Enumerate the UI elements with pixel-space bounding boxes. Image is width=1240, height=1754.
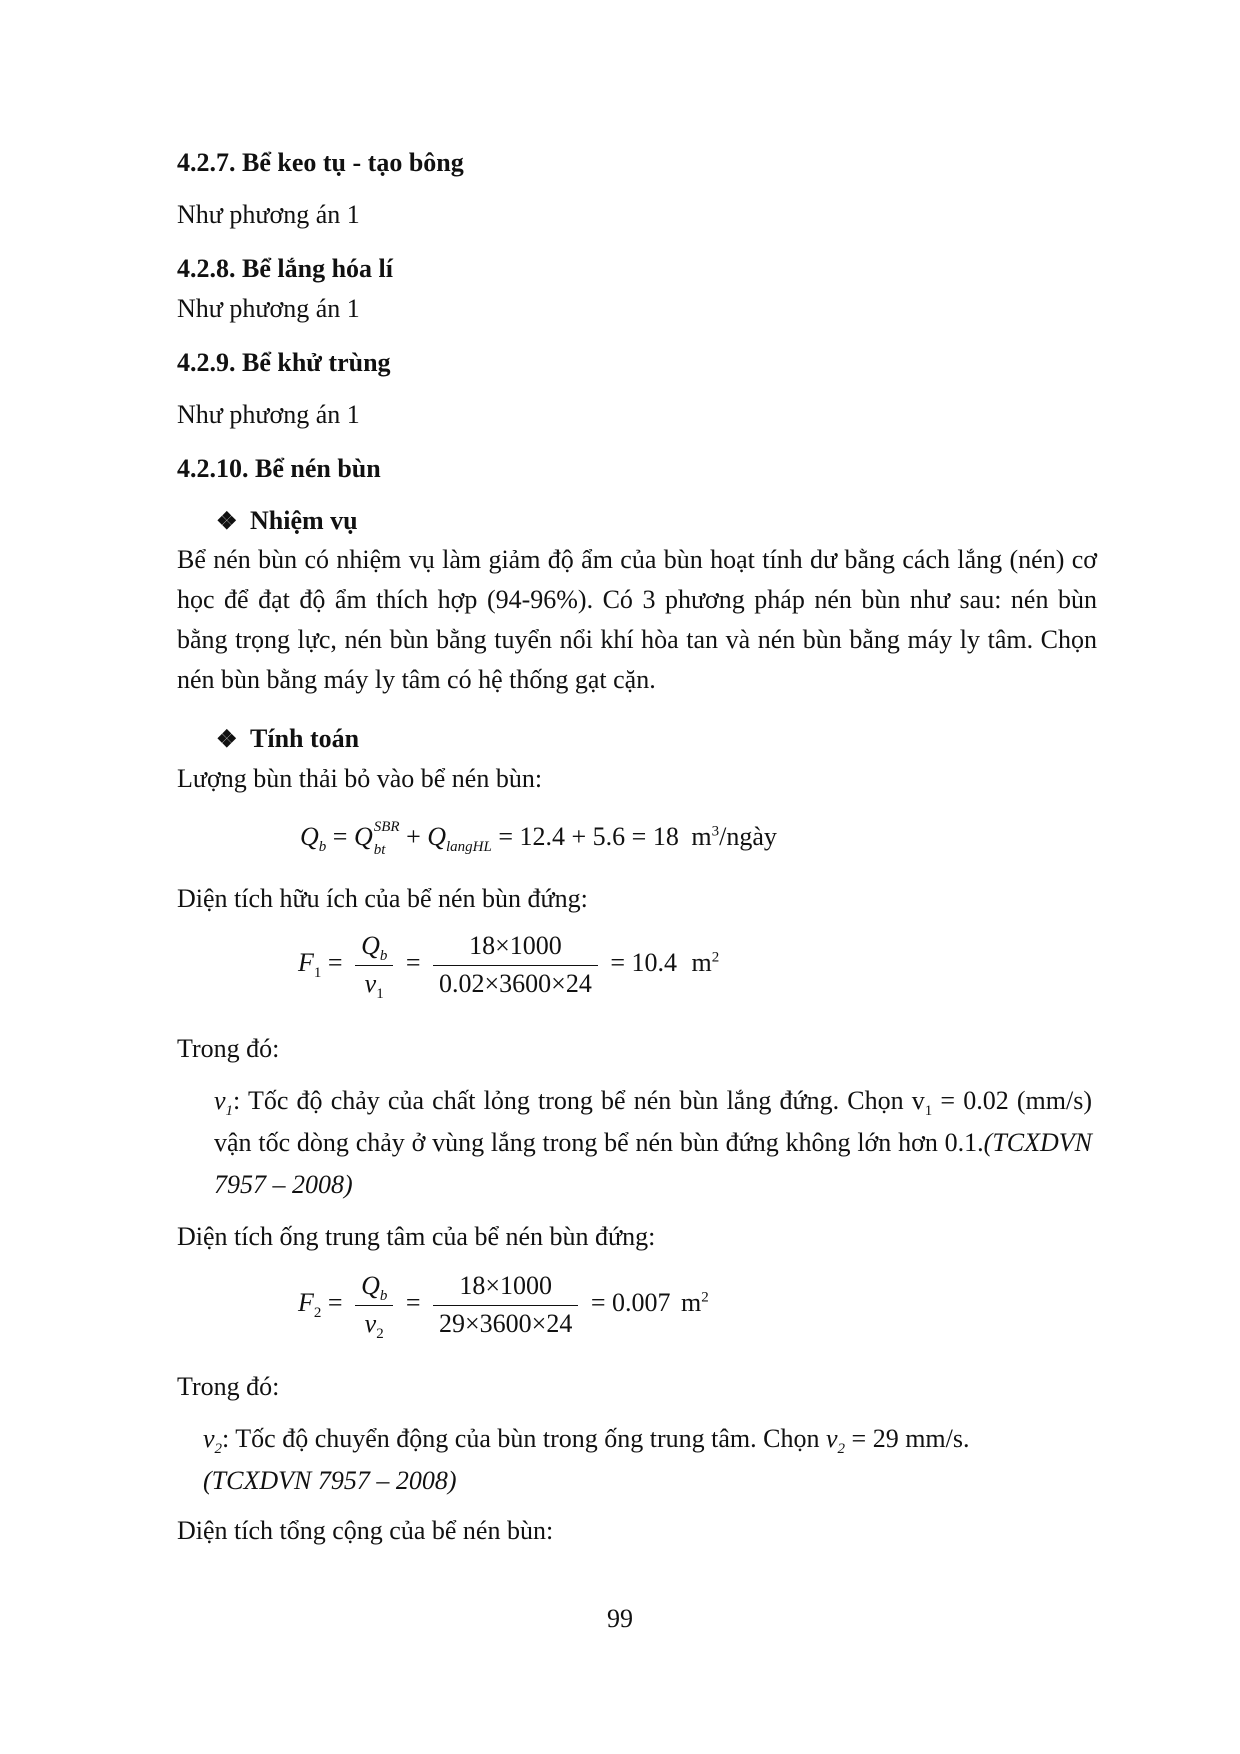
heading-4-2-10: 4.2.10. Bể nén bùn — [177, 454, 381, 483]
where1-label: Trong đó: — [177, 1034, 280, 1063]
heading-4-2-9: 4.2.9. Bể khử trùng — [177, 348, 391, 377]
task-title: Nhiệm vụ — [250, 506, 358, 535]
diamond-bullet-icon: ❖ — [216, 727, 238, 753]
equation-area-useful: $F_1$ = $\frac{Q_b}{v_1}$ = $\frac{18\times 1000}{0.02\times 3600\times 24}$ = 10.4 $m^2$ — [298, 931, 720, 1002]
diamond-bullet-icon: ❖ — [216, 509, 238, 535]
text-4-2-9: Như phương án 1 — [177, 400, 360, 429]
calc-title: Tính toán — [250, 724, 360, 753]
calc-bullet-heading — [216, 720, 359, 758]
text-4-2-7: Như phương án 1 — [177, 200, 360, 229]
total-area-intro: Diện tích tổng cộng của bể nén bùn: — [177, 1516, 554, 1545]
area2-intro: Diện tích ống trung tâm của bể nén bùn đứng: — [177, 1222, 656, 1251]
area1-intro: Diện tích hữu ích của bể nén bùn đứng: — [177, 884, 588, 913]
heading-4-2-7: 4.2.7. Bể keo tụ - tạo bông — [177, 148, 464, 177]
v1-definition: $v_1$: Tốc độ chảy của chất lỏng trong bể nén bùn lắng đứng. Chọn $v_1 = 0.02$ (mm/s) vận tốc dòng chảy ở vùng lắng trong bể nén bùn đứng không lớn hơn 0.1.(TCXDVN 7957 – 2008) — [214, 1086, 1092, 1199]
heading-4-2-8: 4.2.8. Bể lắng hóa lí — [177, 254, 393, 283]
page-number: 99 — [607, 1604, 633, 1633]
where2-label: Trong đó: — [177, 1372, 280, 1401]
equation-sludge-flow: $Q_b = Q$ SBR bt + $Q_{langHL} = 12.4 + 5.6 = 18$ $m^3$/ngày — [300, 819, 777, 859]
task-bullet-heading — [216, 502, 358, 540]
equation-area-central-pipe: $F_2$ = $\frac{Q_b}{v_2}$ = $\frac{18\times 1000}{29\times 3600\times 24}$ = 0.007 $m^2$ — [298, 1271, 709, 1342]
text-4-2-8: Như phương án 1 — [177, 294, 360, 323]
v2-definition: $v_2$: Tốc độ chuyển động của bùn trong ống trung tâm. Chọn $v_2 = 29$ mm/s. (TCXDVN 7957 – 2008) — [203, 1424, 970, 1495]
task-paragraph: Bể nén bùn có nhiệm vụ làm giảm độ ẩm của bùn hoạt tính dư bằng cách lắng (nén) cơ học để đạt độ ẩm thích hợp (94-96%). Có 3 phương pháp nén bùn như sau: nén bùn bằng trọng lực, nén bùn bằng tuyển nổi khí hòa tan và nén bùn bằng máy ly tâm. Chọn nén bùn bằng máy ly tâm có hệ thống gạt cặn. — [177, 545, 1097, 694]
calc-intro: Lượng bùn thải bỏ vào bể nén bùn: — [177, 764, 543, 793]
